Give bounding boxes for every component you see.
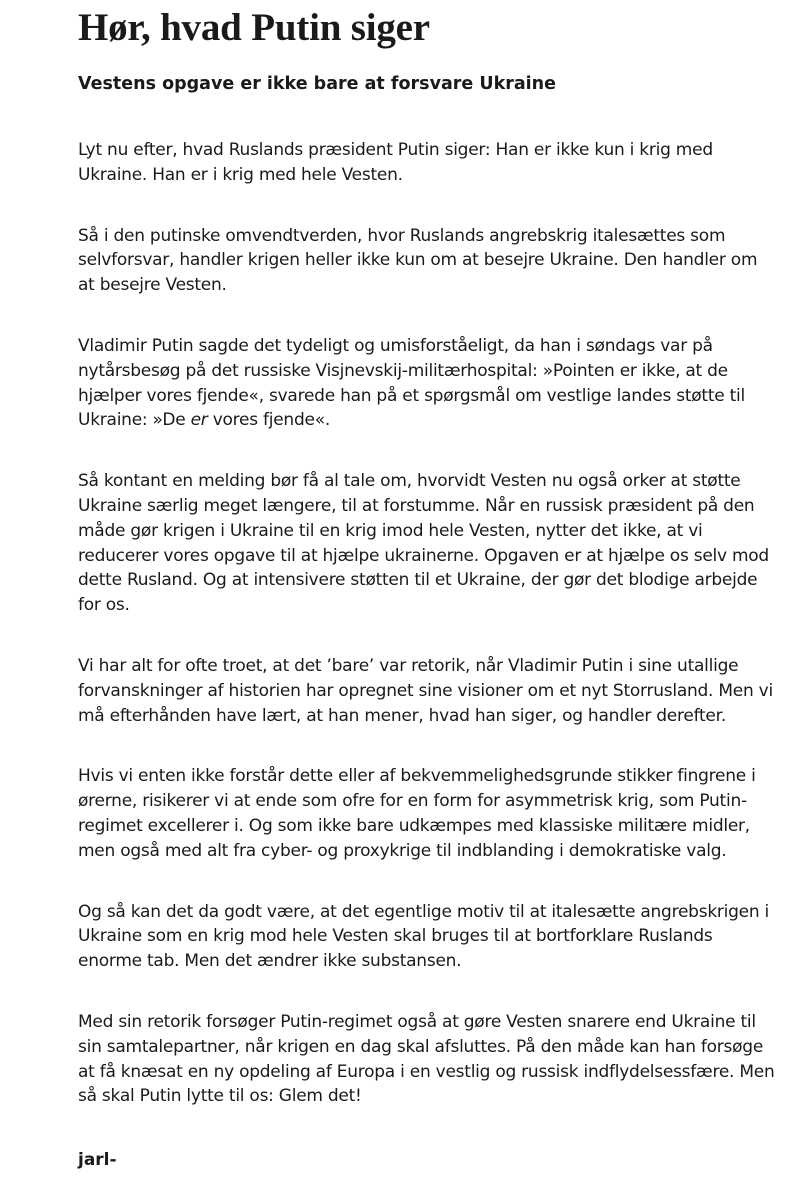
paragraph-3-emphasis: er	[190, 410, 208, 431]
article	[78, 0, 778, 1145]
article-body	[78, 138, 778, 1109]
article-byline: jarl-	[78, 1150, 117, 1170]
paragraph-2: Så i den putinske omvendtverden, hvor Ruslands angrebskrig italesættes som selvforsvar, handler krigen heller ikke kun om at besejre Ukraine. Den handler om at besejre Vesten.	[78, 225, 758, 296]
paragraph-3-text-before: Vladimir Putin sagde det tydeligt og umisforståeligt, da han i søndags var på nytårsbesøg på det russiske Visjnevskij-militærhospital: »Pointen er ikke, at de hjælper vores fjende«, svarede han på et spørgsmål om vestlige landes støtte til Ukraine: »De	[78, 335, 745, 431]
paragraph-7: Og så kan det da godt være, at det egentlige motiv til at italesætte angrebskrigen i Ukraine som en krig mod hele Vesten skal bruges til at bortforklare Ruslands enorme tab. Men det ændrer ikke substansen.	[78, 901, 770, 972]
paragraph-3	[78, 334, 778, 433]
paragraph-6: Hvis vi enten ikke forstår dette eller af bekvemmelighedsgrunde stikker fingrene i ørerne, risikerer vi at ende som ofre for en form for asymmetrisk krig, som Putin-regimet excellerer i. Og som ikke bare udkæmpes med klassiske militære midler, men også med alt fra cyber- og proxykrige til indblanding i demokratiske valg.	[78, 766, 756, 861]
paragraph-3-text-after: vores fjende«.	[207, 410, 330, 431]
article-headline: Hør, hvad Putin siger	[78, 6, 430, 49]
paragraph-1: Lyt nu efter, hvad Ruslands præsident Putin siger: Han er ikke kun i krig med Ukraine. Han er i krig med hele Vesten.	[78, 140, 713, 185]
paragraph-4: Så kontant en melding bør få al tale om, hvorvidt Vesten nu også orker at støtte Ukraine særlig meget længere, til at forstumme. Når en russisk præsident på den måde gør krigen i Ukraine til en krig imod hele Vesten, nytter det ikke, at vi reducerer vores opgave til at hjælpe ukrainerne. Opgaven er at hjælpe os selv mod dette Rusland. Og at intensivere støtten til et Ukraine, der gør det blodige arbejde for os.	[78, 471, 769, 616]
paragraph-8: Med sin retorik forsøger Putin-regimet også at gøre Vesten snarere end Ukraine til sin samtalepartner, når krigen en dag skal afsluttes. På den måde kan han forsøge at få knæsat en ny opdeling af Europa i en vestlig og russisk indflydelsessfære. Men så skal Putin lytte til os: Glem det!	[78, 1011, 775, 1107]
paragraph-5: Vi har alt for ofte troet, at det ’bare’ var retorik, når Vladimir Putin i sine utallige forvanskninger af historien har opregnet sine visioner om et nyt Storrusland. Men vi må efterhånden have lært, at han mener, hvad han siger, og handler derefter.	[78, 655, 773, 726]
article-subheadline: Vestens opgave er ikke bare at forsvare Ukraine	[78, 74, 556, 94]
